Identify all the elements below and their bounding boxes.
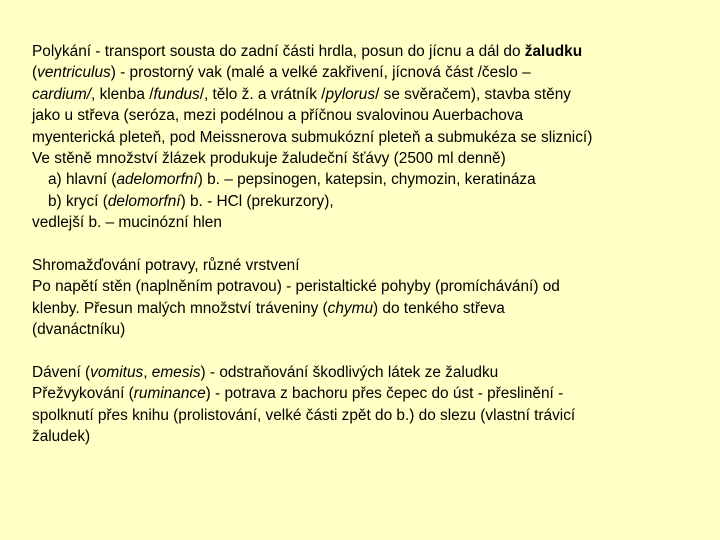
text-line <box>32 298 702 319</box>
latin-term: vomitus <box>90 364 144 382</box>
latin-term: emesis <box>151 364 201 382</box>
text-line: (dvanáctníku) <box>32 321 126 339</box>
text-span: klenby. Přesun malých množství tráveniny ( <box>32 299 328 317</box>
text-line: Shromažďování potravy, různé vrstvení <box>32 257 300 275</box>
text-line: Po napětí stěn (naplněním potravou) - peristaltické pohyby (promíchávání) od <box>32 278 560 296</box>
text-span: a) hlavní ( <box>48 171 117 189</box>
latin-term: fundus <box>153 85 200 103</box>
text-line: žaludek) <box>32 428 91 446</box>
keyword-stomach: žaludku <box>524 43 583 60</box>
text-line: jako u střeva (seróza, mezi podélnou a příčnou svalovinou Auerbachova <box>32 107 524 125</box>
text-span: , klenba / <box>91 85 154 103</box>
text-span: ) - prostorný vak (malé a velké zakřivení, jícnová část /česlo – <box>110 64 531 82</box>
text-span: ) - potrava z bachoru přes čepec do úst - přeslinění - <box>205 385 564 403</box>
latin-term: delomorfní <box>107 192 181 210</box>
paragraph-stomach-description <box>32 41 702 234</box>
latin-term: ventriculus <box>37 64 111 82</box>
text-span: ) do tenkého střeva <box>373 299 505 317</box>
text-span: ) b. - HCl (prekurzory), <box>180 192 334 210</box>
list-item-main-cells <box>32 169 702 190</box>
text-line <box>32 41 702 62</box>
text-span: b) krycí ( <box>48 192 108 210</box>
text-line <box>32 62 702 83</box>
paragraph-vomiting-rumination <box>32 362 702 448</box>
text-span: Polykání - transport sousta do zadní části hrdla, posun do jícnu a dál do <box>32 43 525 60</box>
text-span: / se svěračem), stavba stěny <box>375 85 571 103</box>
list-item-parietal-cells <box>32 191 702 212</box>
latin-term: ruminance <box>133 385 206 403</box>
latin-term: pylorus <box>325 85 376 103</box>
text-span: ) b. – pepsinogen, katepsin, chymozin, keratináza <box>197 171 536 189</box>
text-line: myenterická pleteň, pod Meissnerova submukózní pleteň a submukéza se sliznicí) <box>32 128 593 146</box>
latin-term: cardium/ <box>32 85 92 103</box>
text-line: spolknutí přes knihu (prolistování, velké části zpět do b.) do slezu (vlastní trávicí <box>32 406 576 424</box>
paragraph-spacer <box>32 341 702 362</box>
latin-term: adelomorfní <box>116 171 198 189</box>
text-line: Ve stěně množství žlázek produkuje žaludeční šťávy (2500 ml denně) <box>32 150 506 168</box>
text-line <box>32 84 702 105</box>
text-line <box>32 383 702 404</box>
latin-term: chymu <box>327 299 374 317</box>
paragraph-spacer <box>32 234 702 255</box>
text-line <box>32 362 702 383</box>
text-span: Dávení ( <box>32 364 91 382</box>
text-span: /, tělo ž. a vrátník / <box>199 85 326 103</box>
paragraph-food-storage <box>32 255 702 341</box>
text-span: ) - odstraňování škodlivých látek ze žaludku <box>200 364 499 382</box>
text-span: , <box>143 364 152 382</box>
text-line: vedlejší b. – mucinózní hlen <box>32 214 222 232</box>
text-span: ( <box>32 64 38 82</box>
text-span: Přežvykování ( <box>32 385 134 403</box>
slide-text-body <box>32 41 702 448</box>
